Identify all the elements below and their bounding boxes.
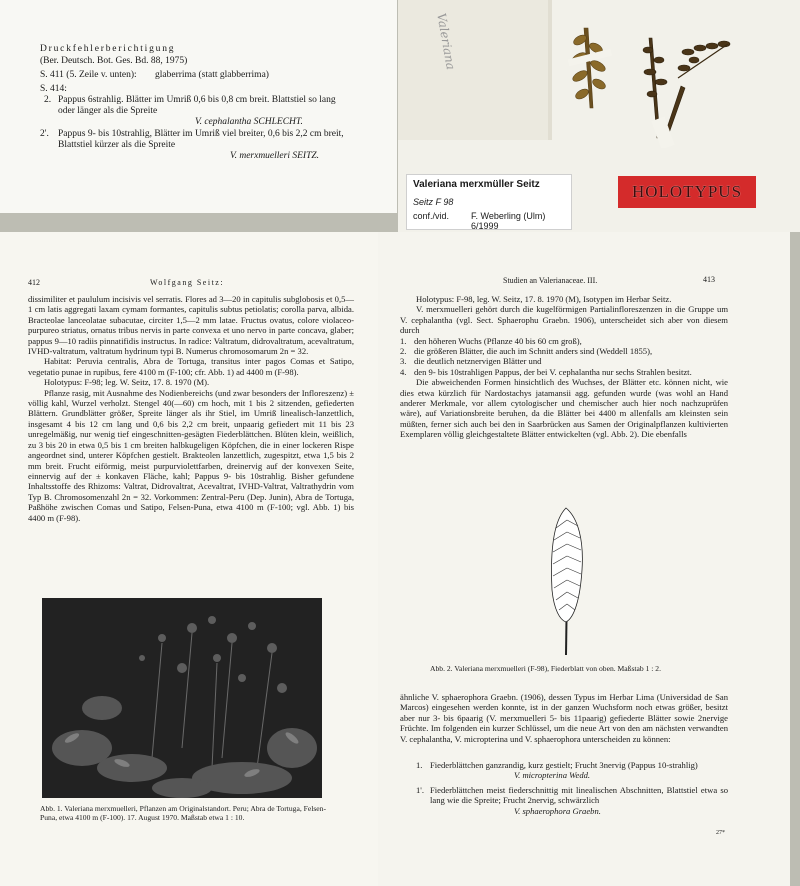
sphaerophora-comparison: ähnliche V. sphaerophora Graebn. (1906), dessen Typus im Herbar Lima (Universidad de San Marcos) eingesehen werden konnte, ist in der ganzen Wuchsform noch etwas größer, besitzt aber nur 3- bis 6paarig (V. merxmuelleri 5- bis 11paarig) gefiederte Blätter sowie 2nervige Früchte. Im folgenden ein kurzer Schlüssel, um die neue Art von den am nächsten verwandten V. cephalantha, V. micropterina und V. sphaerophora unterscheiden zu können:: [400, 692, 728, 744]
holotypus-text-left: Holotypus: F-98; leg. W. Seitz, 17. 8. 1970 (M).: [44, 377, 210, 388]
errata-item-2p-species: V. merxmuelleri SEITZ.: [230, 151, 320, 161]
errata-line-1-location: S. 411 (5. Zeile v. unten):: [40, 70, 137, 80]
errata-slip: [0, 0, 397, 213]
holotypus-text: HOLOTYPUS: [631, 182, 743, 201]
figure-2-caption: Abb. 2. Valeriana merxmuelleri (F-98), Fiederblatt von oben. Maßstab 1 : 2.: [430, 664, 661, 673]
determination-label: [406, 174, 572, 230]
specimen-plants: [560, 18, 750, 148]
discussion-text: Die abweichenden Formen hinsichtlich des Wuchses, der Blätter etc. können nicht, wie dies etwa kürzlich für Nardostachys jatamansii agg. gefunden wurde (was wohl an Hand anderer Merkmale, vor allem cytologischer und chemischer auch hier noch nachzuprüfen wäre), auf Variationsbreite beruhen, da die Blätter bei 4400 m allenfalls am kleinsten sein müßten, ferner sich auch bei den in Saarbrücken aus Samen der Originalpflanzen kultivierten Exemplaren völlig gleichgestaltete Blätter entwickelten (vgl. Abb. 2). Die ebenfalls: [400, 377, 728, 440]
list-item: 4. den 9- bis 10strahligen Pappus, der bei V. cephalantha nur sechs Strahlen besitzt.: [400, 366, 692, 377]
right-page-text-bottom: [400, 692, 728, 744]
errata-item-2-number: 2.: [44, 95, 52, 105]
differences-list: [400, 336, 728, 378]
identification-key: [416, 760, 728, 816]
errata-reference: (Ber. Deutsch. Bot. Ges. Bd. 88, 1975): [40, 56, 188, 66]
figure-1-caption: Abb. 1. Valeriana merxmuelleri, Pflanzen am Originalstandort. Peru; Abra de Tortuga, Felsen-Puna, etwa 4100 m (F-100). 17. August 1970. Maßstab etwa 1 : 10.: [40, 804, 326, 822]
habitat-text: Habitat: Peruvia centralis, Abra de Tortuga, transitus inter pagos Comas et Satipo, vegetatio punae in rupibus, fere 4100 m (F-100; cfr. Abb. 1) ad 4400 m (F-98).: [28, 356, 354, 377]
sheet-fold: [548, 0, 552, 140]
right-page-text-top: [400, 294, 728, 440]
errata-item-2p-text: Pappus 9- bis 10strahlig, Blätter im Umriß viel breiter, 0,6 bis 2,2 cm breit, Blattstiel kürzer als die Spreite: [58, 129, 344, 150]
errata-item-2-text: Pappus 6strahlig. Blätter im Umriß 0,6 bis 0,8 cm breit. Blattstiel so lang oder länger als die Spreite: [58, 95, 336, 116]
holotypus-text-right: Holotypus: F-98, leg. W. Seitz, 17. 8. 1970 (M), Isotypen im Herbar Seitz.: [416, 294, 672, 304]
comparison-intro: V. merxmuelleri gehört durch die kugelförmigen Partialinfloreszenzen in die Gruppe um V. cephalantha (vgl. Sect. Sphaerophu Graebn. 1906), unterscheidet sich aber von diesem durch: [400, 304, 728, 336]
label-confirmed-by: F. Weberling (Ulm) 6/1999: [471, 211, 546, 231]
errata-page-ref: S. 414:: [40, 84, 67, 94]
page-number-left: 412: [28, 278, 40, 287]
handwritten-genus: Valeriana: [434, 12, 458, 71]
list-item: 3. die deutlich netznervigen Blätter und: [400, 356, 542, 367]
list-item: 2. die größeren Blätter, die auch im Schnitt anders sind (Weddell 1855),: [400, 346, 653, 357]
running-head-left: Wolfgang Seitz:: [150, 278, 225, 287]
page-number-right: 413: [703, 275, 715, 284]
key-lead-1p-species: V. sphaerophora Graebn.: [514, 805, 601, 816]
signature-mark: 27*: [716, 830, 725, 836]
label-collection-number: Seitz F 98: [413, 197, 454, 207]
latin-description-text: dissimiliter et paululum incisivis vel serratis. Flores ad 3—20 in capitulis subglobosis et 0,5—1 cm latis aggregati laxam cymam formantes, capitulis subtus petiolatis; corolla parva, albida. Bracteolae lanceolatae subacutae, circiter 1,5—2 mm latae. Fructus ovatus, colore violaceo-purpureo striatus, ornatus tribus nervis in parte convexa et uno nervo in parte concava, glaber; pappus 9—10 radiis pinnatifidis instructus. In radice: Valtratum, didrovaltratum, acevaltratum, IVHD-valtratum, valtratum hydrinum typi B. Numerus chromosomarum 2n = 32.: [28, 294, 354, 357]
key-lead-1p: 1'. Fiederblättchen meist fiederschnittig mit linealischen Abschnitten, Blattstiel etwa so lang wie die Spreite; Frucht 2nervig, schwärzlich: [416, 784, 728, 806]
holotypus-stamp: [618, 176, 756, 208]
list-item: 1. den höheren Wuchs (Pflanze 40 bis 60 cm groß),: [400, 335, 582, 346]
latin-description: [28, 294, 354, 523]
label-species-name: Valeriana merxmüller Seitz: [413, 179, 540, 190]
errata-line-1-correction: glaberrima (statt glabberrima): [155, 70, 269, 80]
german-description: Pflanze rasig, mit Ausnahme des Nodienbereichs (und zwar besonders der Infloreszenz) ± völlig kahl, Wurzel verholzt. Stengel 40(—60) cm hoch, mit 1 bis 2 sitzenden, gefiederten Blättern. Grundblätter größer, Spreite länger als ihr Stiel, im Umriß linealisch-lanzettlich, insgesamt 4 bis 12 cm lang und 0,6 bis 2,2 cm breit, unpaarig gefiedert mit 11 bis 23 unregelmäßig, nur wenig tief eingeschnitten-gesägten Fiederblättchen. Blüten klein, weißlich, zu 3 bis 20 in etwa 0,5 bis 1 cm breiten halbkugeligen Köpfchen, die in einer lockeren Rispe angeordnet sind, unterer Köpfchen gestielt. Brakteolen lanzettlich, zugespitzt, etwa 1,5 bis 2 mm breit. Frucht eiförmig, meist purpurviolettfarben, dreinervig auf der konvexen Seite, einnervig auf der ± konkaven Fläche, kahl; Pappus 9- bis 10strahlig. Bisher gefundene Inhaltsstoffe des Rhizoms: Valtrat, Didrovaltrat, Acevaltrat, IVHD-Valtrat, Valtrathydrin vom Typ B. Chromosomenzahl 2n = 32. Vorkommen: Zentral-Peru (Dep. Junin), Abra de Tortuga, Paßhöhe zwischen Comas und Satipo, Felsen-Puna, etwa 4100 m (F-100; vgl. Abb. 1) bis 4400 m (F-98).: [28, 387, 354, 523]
errata-title: Druckfehlerberichtigung: [40, 44, 176, 54]
label-conf: conf./vid.: [413, 211, 450, 221]
errata-item-2p-number: 2'.: [40, 129, 49, 139]
specimen-left-leaf: [570, 28, 607, 108]
page-413: [378, 232, 790, 886]
errata-item-2-species: V. cephalantha SCHLECHT.: [195, 117, 303, 127]
plants-photo: [42, 598, 322, 798]
running-head-right: Studien an Valerianaceae. III.: [503, 276, 598, 285]
figure-2-leaf-drawing: [536, 490, 596, 660]
figure-1-photo: [42, 598, 322, 798]
key-lead-1-species: V. micropterina Wedd.: [514, 770, 591, 781]
key-lead-1: 1. Fiederblättchen ganzrandig, kurz gestielt; Frucht 3nervig (Pappus 10-strahlig): [416, 760, 698, 770]
specimen-envelope: [398, 0, 548, 140]
